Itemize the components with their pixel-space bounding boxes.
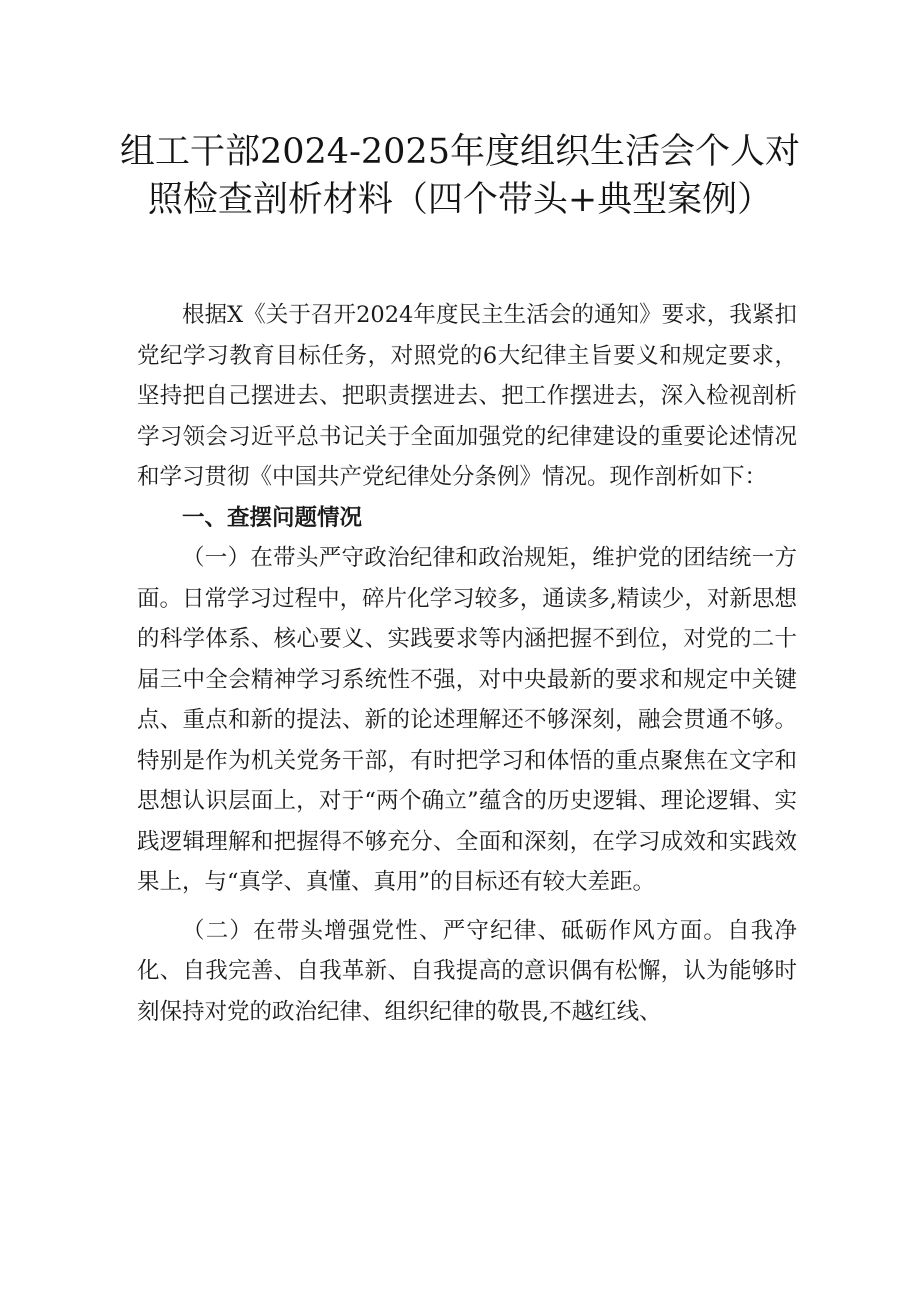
title-line-2: 照检查剖析材料（四个带头+典型案例）: [147, 180, 773, 220]
section-heading-1: 一、查摆问题情况: [182, 504, 363, 531]
paragraph-2: （二）在带头增强党性、严守纪律、砥砺作风方面。自我净化、自我完善、自我革新、自我提高的意识偶有松懈，认为能够时刻保持对党的政治纪律、组织纪律的敬畏,不越红线、: [137, 917, 797, 1025]
title-line-1: 组工干部2024-2025年度组织生活会个人对: [120, 132, 800, 172]
intro-paragraph: 根据X《关于召开2024年度民主生活会的通知》要求，我紧扣党纪学习教育目标任务，对照党的6大纪律主旨要义和规定要求，坚持把自己摆进去、把职责摆进去、把工作摆进去，深入检视剖析学习领会习近平总书记关于全面加强党的纪律建设的重要论述情况和学习贯彻《中国共产党纪律处分条例》情况。现作剖析如下：: [137, 302, 797, 490]
document-body: [137, 295, 797, 1032]
document-title: [110, 128, 810, 224]
paragraph-1: （一）在带头严守政治纪律和政治规矩，维护党的团结统一方面。日常学习过程中，碎片化学习较多，通读多,精读少，对新思想的科学体系、核心要义、实践要求等内涵把握不到位，对党的二十届三中全会精神学习系统性不强，对中央最新的要求和规定中关键点、重点和新的提法、新的论述理解还不够深刻，融会贯通不够。特别是作为机关党务干部，有时把学习和体悟的重点聚焦在文字和思想认识层面上，对于“两个确立”蕴含的历史逻辑、理论逻辑、实践逻辑理解和把握得不够充分、全面和深刻，在学习成效和实践效果上，与“真学、真懂、真用”的目标还有较大差距。: [137, 545, 797, 895]
